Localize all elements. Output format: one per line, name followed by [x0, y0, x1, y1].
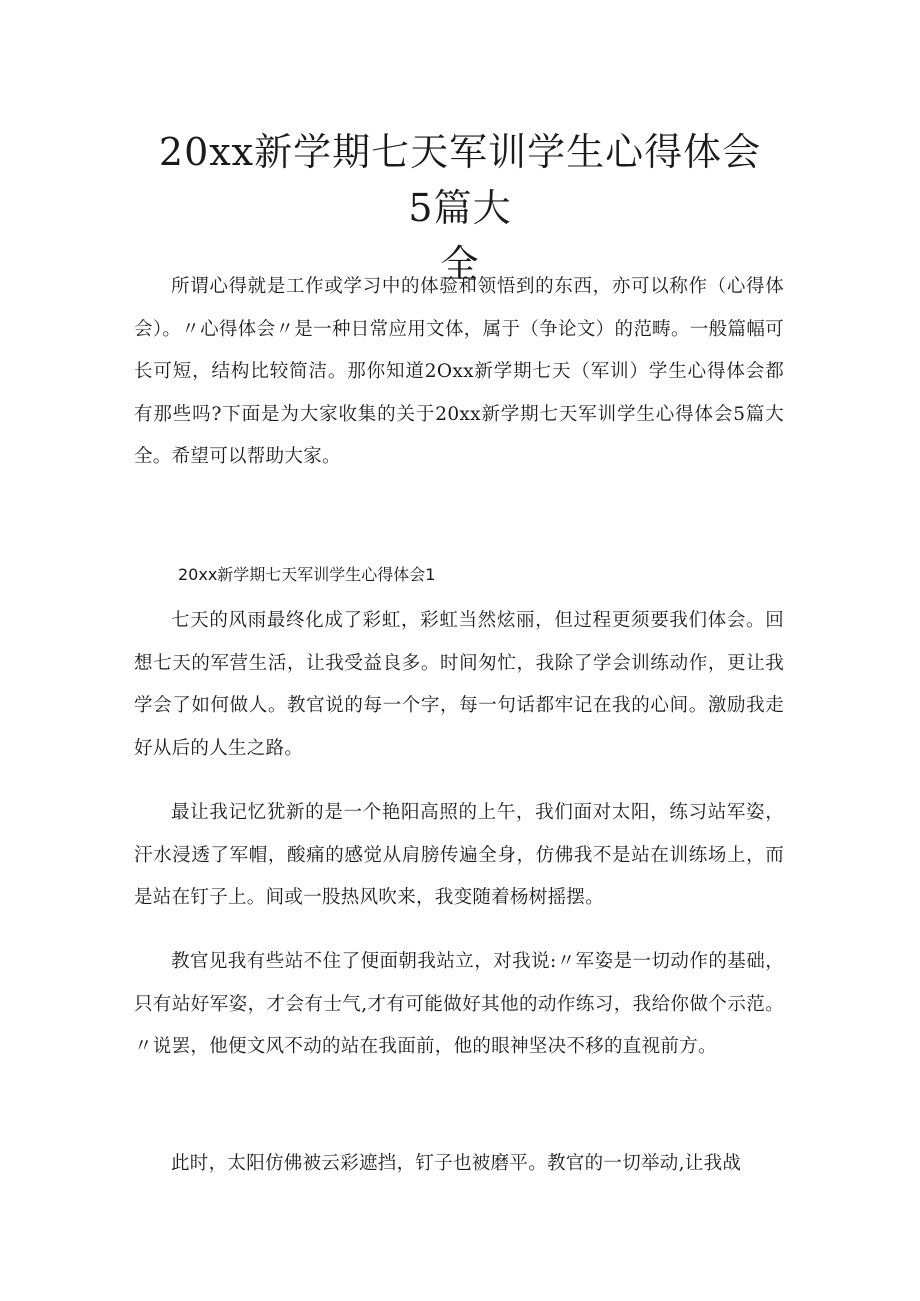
body-paragraph-3: 教官见我有些站不住了便面朝我站立，对我说:〃军姿是一切动作的基础，只有站好军姿，才会有士气,才有可能做好其他的动作练习，我给你做个示范。〃说罢，他便文风不动的站在我面前，他的眼神坚决不移的直视前方。 [134, 951, 784, 1057]
title-line-1: 20xx新学期七天军训学生心得体会5篇大 [158, 130, 762, 230]
body-paragraph-1: 七天的风雨最终化成了彩虹，彩虹当然炫丽，但过程更须要我们体会。回想七天的军营生活，让我受益良多。时间匆忙，我除了学会训练动作，更让我学会了如何做人。教官说的每一个字，每一句话都牢记在我的心间。激励我走好从后的人生之路。 [134, 610, 784, 759]
section-heading: 20xx新学期七天军训学生心得体会1 [178, 565, 436, 584]
intro-paragraph: 所谓心得就是工作或学习中的体验和领悟到的东西，亦可以称作（心得体会）。〃心得体会〃是一种日常应用文体，属于（争论文）的范畴。一般篇幅可长可短，结构比较简洁。那你知道2Oxx新学期七天（军训）学生心得体会都有那些吗?下面是为大家收集的关于20xx新学期七天军训学生心得体会5篇大全。希望可以帮助大家。 [134, 276, 784, 467]
body-paragraph-4: 此时，太阳仿佛被云彩遮挡，钉子也被磨平。教官的一切举动,让我战 [171, 1153, 742, 1174]
body-paragraph-2: 最让我记忆犹新的是一个艳阳高照的上午，我们面对太阳，练习站军姿，汗水浸透了军帽，酸痛的感觉从肩膀传遍全身，仿佛我不是站在训练场上，而是站在钉子上。间或一股热风吹来，我变随着杨树摇摆。 [134, 802, 784, 908]
title-line-2: 全 [440, 242, 480, 286]
